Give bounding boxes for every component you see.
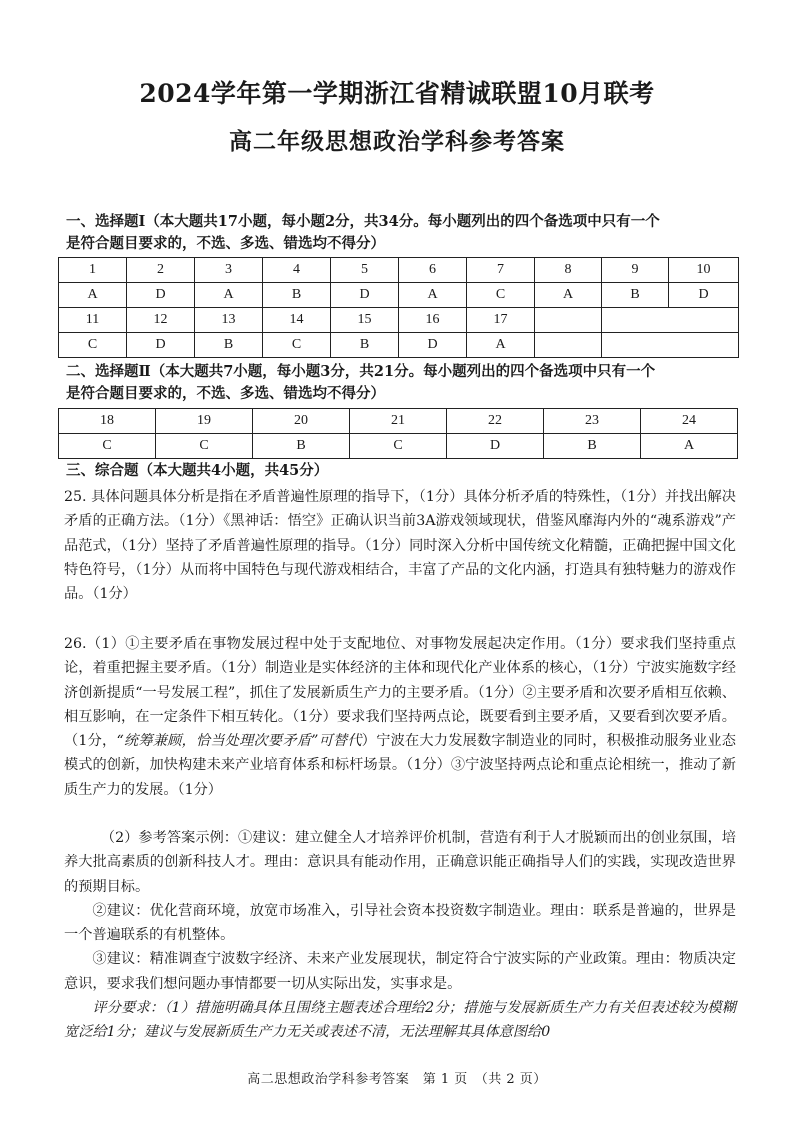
- answer-cell: D: [447, 434, 544, 459]
- answer-26-alt-note: “统筹兼顾，恰当处理次要矛盾”可替代: [116, 733, 362, 750]
- table-row: [59, 283, 739, 308]
- question-number-cell: 3: [195, 258, 263, 283]
- question-number-cell: 23: [544, 409, 641, 434]
- question-number-cell: 4: [263, 258, 331, 283]
- answer-cell: A: [467, 333, 535, 358]
- table-row: [59, 308, 739, 333]
- answer-cell: D: [669, 283, 739, 308]
- answer-cell: D: [331, 283, 399, 308]
- empty-cell: [535, 308, 602, 333]
- answer-cell: B: [263, 283, 331, 308]
- question-number-cell: 22: [447, 409, 544, 434]
- question-number-cell: 14: [263, 308, 331, 333]
- question-number-cell: 18: [59, 409, 156, 434]
- section1-answer-table: [58, 257, 739, 358]
- answer-cell: C: [59, 333, 127, 358]
- sub-title: 高二年级思想政治学科参考答案: [229, 128, 565, 155]
- section1-heading-line1: 一、选择题Ⅰ（本大题共17小题，每小题2分，共34分。每小题列出的四个备选项中只有一个: [66, 213, 660, 230]
- answer-cell: C: [350, 434, 447, 459]
- section2-heading: [66, 361, 746, 405]
- answer-cell: B: [602, 283, 669, 308]
- question-number-cell: 17: [467, 308, 535, 333]
- answer-25-text: 25. 具体问题具体分析是指在矛盾普遍性原理的指导下，（1分）具体分析矛盾的特殊性，（1分）并找出解决矛盾的正确方法。（1分）《黑神话：悟空》正确认识当前3A游戏领域现状，借鉴风靡海内外的“魂系游戏”产品范式，（1分）坚持了矛盾普遍性原理的指导。（1分）同时深入分析中国传统文化精髓，正确把握中国文化特色符号，（1分）从而将中国特色与现代游戏相结合，丰富了产品的文化内涵，打造具有独特魅力的游戏作品。（1分）: [64, 489, 736, 603]
- section3-heading: 三、综合题（本大题共4小题，共45分）: [66, 462, 329, 479]
- question-number-cell: 2: [127, 258, 195, 283]
- answer-cell: C: [59, 434, 156, 459]
- answer-26-part1-a: 26.（1）①主要矛盾在事物发展过程中处于支配地位、对事物发展起决定作用。（1分）要求我们坚持重点论，着重把握主要矛盾。（1分）制造业是实体经济的主体和现代化产业体系的核心，（1分）宁波实施数字经济创新提质“一号发展工程”，抓住了发展新质生产力的主要矛盾。（1分）②主要矛盾和次要矛盾相互依赖、相互影响，在一定条件下相互转化。（1分）要求我们坚持两点论，既要看到主要矛盾，又要看到次要矛盾。（1分，: [64, 636, 736, 750]
- question-number-cell: 20: [253, 409, 350, 434]
- section2-answer-table: [58, 408, 738, 459]
- answer-cell: A: [399, 283, 467, 308]
- answer-26-part2-intro: （2）参考答案示例：①建议：建立健全人才培养评价机制，营造有利于人才脱颖而出的创业氛围，培养大批高素质的创新科技人才。理由：意识具有能动作用，正确意识能正确指导人们的实践，实现改造世界的预期目标。: [64, 830, 736, 895]
- question-number-cell: 12: [127, 308, 195, 333]
- answer-26-part1-text: [64, 632, 736, 802]
- question-number-cell: 21: [350, 409, 447, 434]
- question-number-cell: 5: [331, 258, 399, 283]
- table-row: [59, 258, 739, 283]
- answer-cell: B: [544, 434, 641, 459]
- empty-cell: [602, 333, 739, 358]
- answer-cell: D: [399, 333, 467, 358]
- answer-cell: D: [127, 333, 195, 358]
- answer-cell: B: [253, 434, 350, 459]
- question-number-cell: 13: [195, 308, 263, 333]
- section2-heading-line1: 二、选择题Ⅱ（本大题共7小题，每小题3分，共21分。每小题列出的四个备选项中只有一个: [66, 363, 656, 380]
- question-number-cell: 10: [669, 258, 739, 283]
- empty-cell: [602, 308, 739, 333]
- answer-cell: C: [156, 434, 253, 459]
- answer-cell: A: [59, 283, 127, 308]
- section2-heading-line2: 是符合题目要求的，不选、多选、错选均不得分）: [66, 385, 385, 402]
- section1-heading: [66, 211, 746, 255]
- answer-26-part1: [64, 632, 736, 802]
- answer-cell: B: [331, 333, 399, 358]
- question-number-cell: 19: [156, 409, 253, 434]
- answer-cell: D: [127, 283, 195, 308]
- answer-26-part2: [64, 826, 736, 1045]
- question-number-cell: 16: [399, 308, 467, 333]
- question-number-cell: 15: [331, 308, 399, 333]
- section1-heading-line2: 是符合题目要求的，不选、多选、错选均不得分）: [66, 235, 385, 252]
- answer-26-part1-c: ）宁波在大力发展数字制造业的同时，积极推动服务业业态模式的创新，加快构建未来产业培育体系和标杆场景。（1分）③宁波坚持两点论和重点论相统一，推动了新质生产力的发展。（1分）: [64, 733, 736, 798]
- table-row: [59, 434, 738, 459]
- answer-cell: A: [195, 283, 263, 308]
- answer-26-part2-suggestion2: ②建议：优化营商环境，放宽市场准入，引导社会资本投资数字制造业。理由：联系是普遍的，世界是一个普遍联系的有机整体。: [64, 902, 736, 944]
- answer-cell: C: [467, 283, 535, 308]
- question-number-cell: 24: [641, 409, 738, 434]
- answer-cell: B: [195, 333, 263, 358]
- question-number-cell: 9: [602, 258, 669, 283]
- answer-cell: A: [535, 283, 602, 308]
- question-number-cell: 6: [399, 258, 467, 283]
- answer-26-part2-suggestion3: ③建议：精准调查宁波数字经济、未来产业发展现状，制定符合宁波实际的产业政策。理由：物质决定意识，要求我们想问题办事情都要一切从实际出发，实事求是。: [64, 951, 736, 992]
- table-row: [59, 333, 739, 358]
- question-number-cell: 7: [467, 258, 535, 283]
- answer-cell: A: [641, 434, 738, 459]
- question-number-cell: 11: [59, 308, 127, 333]
- main-title: 2024学年第一学期浙江省精诚联盟10月联考: [139, 79, 655, 108]
- grading-requirements: 评分要求：（1）措施明确具体且围绕主题表述合理给2分；措施与发展新质生产力有关但表述较为模糊宽泛给1分；建议与发展新质生产力无关或表述不清，无法理解其具体意图给0: [64, 1000, 736, 1041]
- question-number-cell: 1: [59, 258, 127, 283]
- question-number-cell: 8: [535, 258, 602, 283]
- answer-25: [64, 485, 736, 606]
- table-row: [59, 409, 738, 434]
- answer-cell: C: [263, 333, 331, 358]
- empty-cell: [535, 333, 602, 358]
- page-footer: 高二思想政治学科参考答案 第 1 页 （共 2 页）: [247, 1072, 547, 1087]
